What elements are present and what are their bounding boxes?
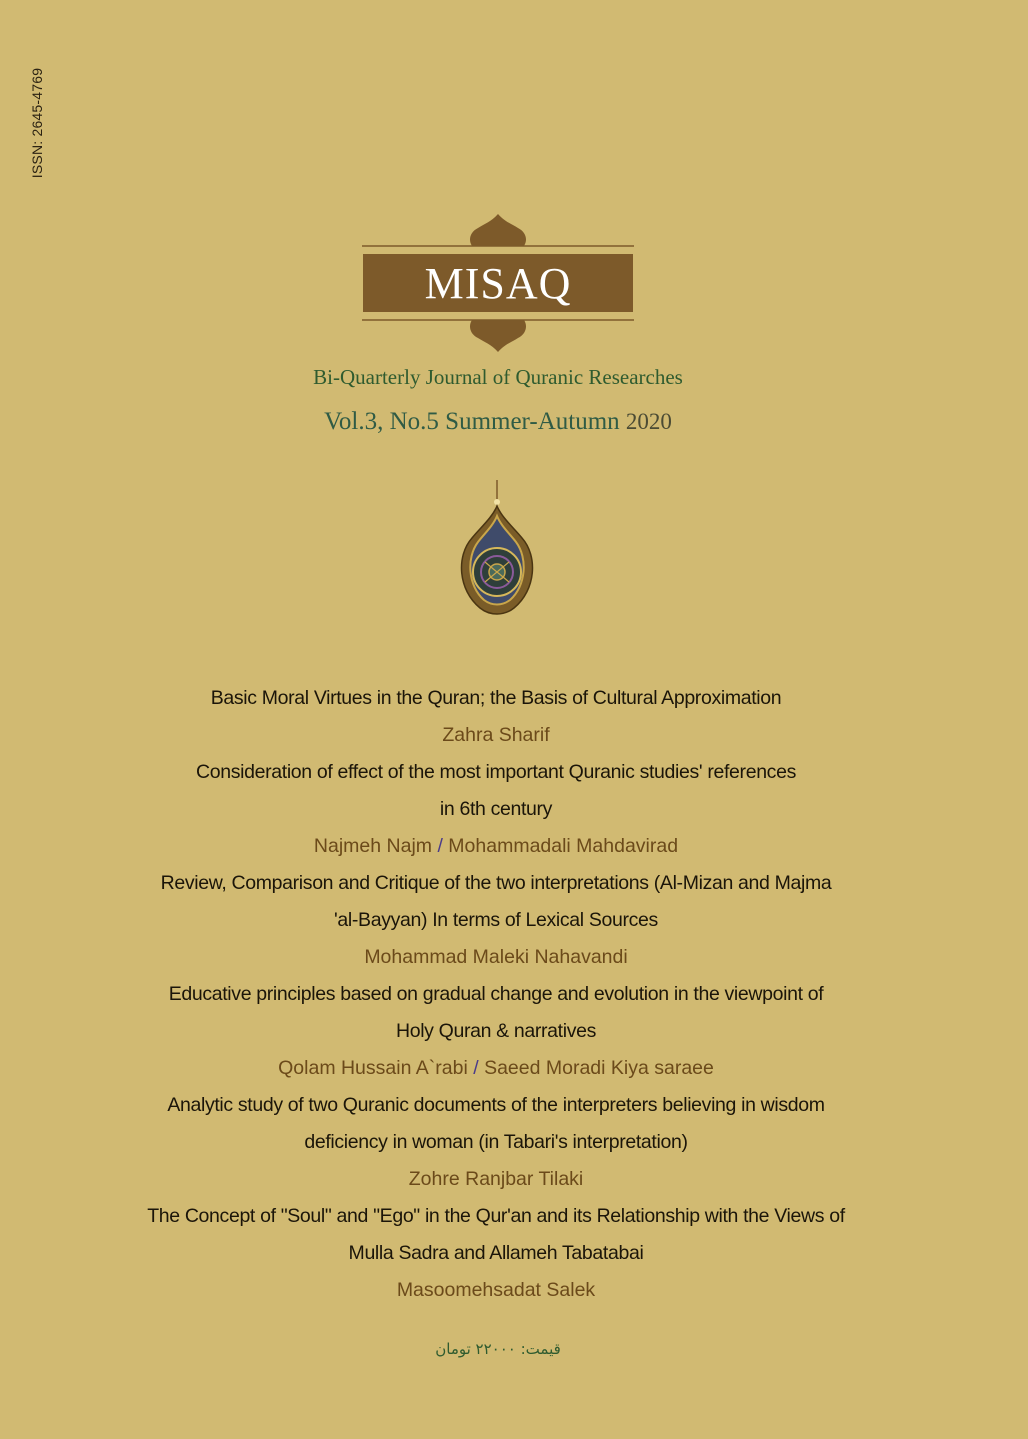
article-6-title-line-2: Mulla Sadra and Allameh Tabatabai bbox=[348, 1242, 644, 1264]
article-list bbox=[100, 680, 892, 1309]
journal-title: MISAQ bbox=[424, 258, 572, 308]
article-5-author: Zohre Ranjbar Tilaki bbox=[408, 1168, 584, 1190]
article-6-title-line-1: The Concept of "Soul" and "Ego" in the Qur'an and its Relationship with the Views of bbox=[147, 1205, 845, 1227]
price-label: قیمت: ۲۲۰۰۰ تومان bbox=[435, 1340, 561, 1358]
medallion-icon bbox=[440, 478, 550, 628]
article-3-author: Mohammad Maleki Nahavandi bbox=[364, 946, 628, 968]
article-4-author-2: Saeed Moradi Kiya saraee bbox=[484, 1057, 714, 1079]
ornamental-medallion bbox=[440, 478, 550, 628]
article-2-author-1: Najmeh Najm bbox=[313, 835, 433, 857]
volume-text: Vol.3, No.5 Summer-Autumn bbox=[324, 408, 620, 435]
article-3-title-line-1: Review, Comparison and Critique of the two interpretations (Al-Mizan and Majma bbox=[160, 872, 832, 894]
article-2-title-line-1: Consideration of effect of the most important Quranic studies' references bbox=[196, 761, 796, 783]
article-4-title-line-2: Holy Quran & narratives bbox=[395, 1020, 597, 1042]
journal-subtitle: Bi-Quarterly Journal of Quranic Researches bbox=[313, 365, 683, 389]
volume-year: 2020 bbox=[625, 409, 672, 434]
author-separator: / bbox=[437, 835, 443, 857]
volume-info bbox=[0, 408, 996, 436]
article-3-title-line-2: 'al-Bayyan) In terms of Lexical Sources bbox=[334, 909, 658, 931]
article-4-author-1: Qolam Hussain A`rabi bbox=[278, 1057, 468, 1079]
article-2-authors bbox=[100, 828, 892, 865]
author-separator: / bbox=[473, 1057, 479, 1079]
article-6-author: Masoomehsadat Salek bbox=[396, 1279, 596, 1301]
issn-label bbox=[22, 60, 52, 185]
article-2-author-2: Mohammadali Mahdavirad bbox=[448, 835, 679, 857]
article-1-author: Zahra Sharif bbox=[442, 724, 550, 746]
article-2-title-line-2: in 6th century bbox=[439, 798, 553, 820]
article-1-title-line-1: Basic Moral Virtues in the Quran; the Basis of Cultural Approximation bbox=[210, 687, 782, 709]
article-4-authors bbox=[100, 1050, 892, 1087]
issn-text: ISSN: 2645-4769 bbox=[29, 67, 45, 178]
article-5-title-line-2: deficiency in woman (in Tabari's interpretation) bbox=[304, 1131, 688, 1153]
article-5-title-line-1: Analytic study of two Quranic documents of the interpreters believing in wisdom bbox=[167, 1094, 825, 1116]
article-4-title-line-1: Educative principles based on gradual change and evolution in the viewpoint of bbox=[168, 983, 824, 1005]
